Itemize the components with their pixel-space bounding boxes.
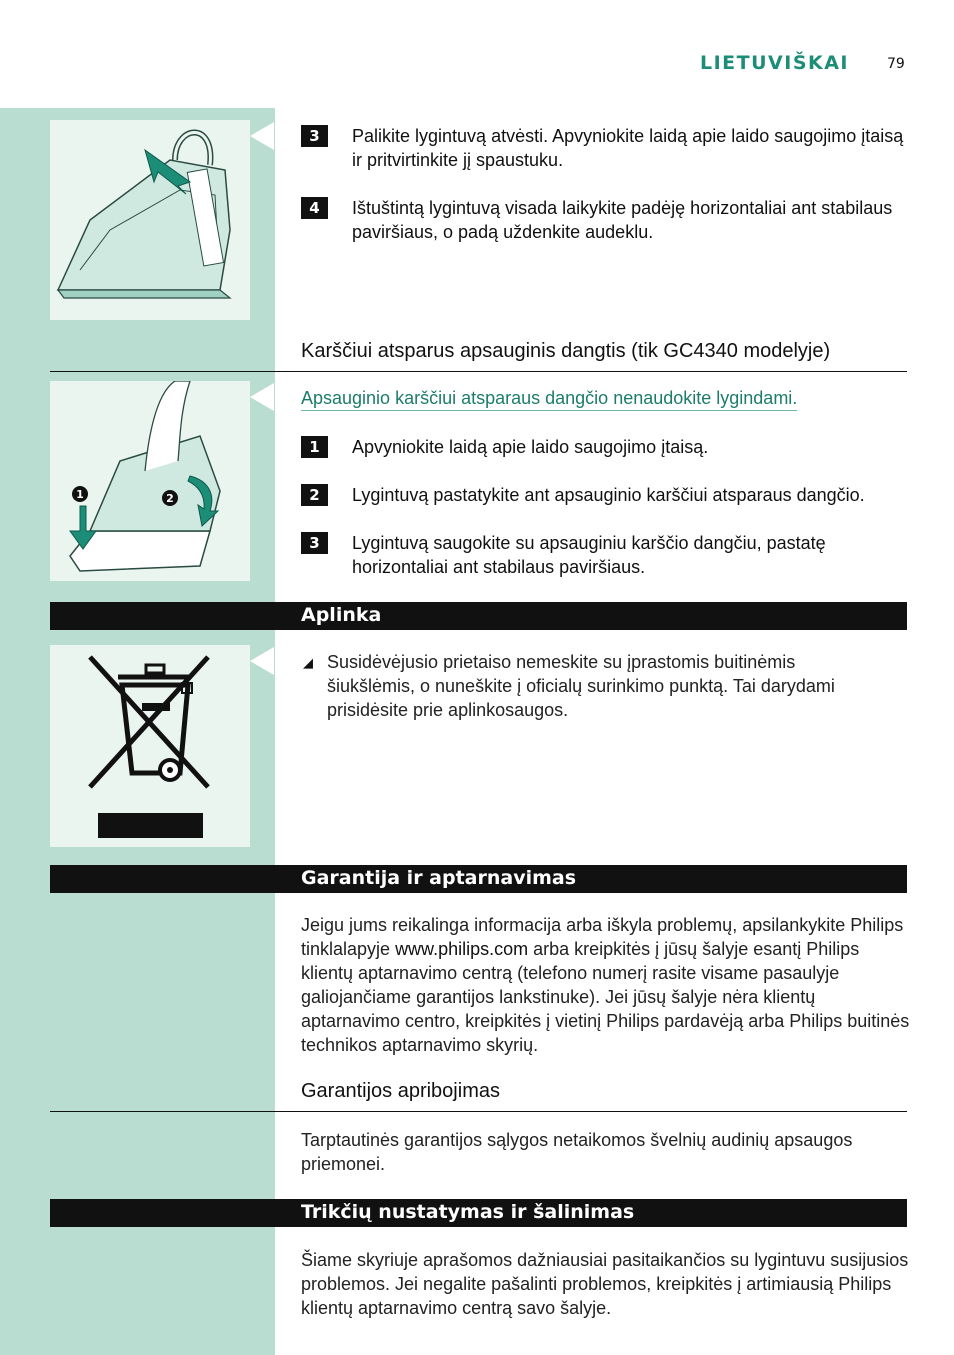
- section-title: Garantija ir aptarnavimas: [301, 867, 577, 889]
- troubleshooting-text: Šiame skyriuje aprašomos dažniausiai pasitaikančios su lygintuvu susijusios problemos. Jei negalite pašalinti problemos, kreipkitės į artimiausią Philips klientų aptarnavimo centrą savo šalyje.: [301, 1250, 909, 1318]
- warranty-text-start: Jeigu jums reikalinga informacija arba iškyla problemų, apsilankykite Philips tinklalapyje: [301, 915, 904, 959]
- section-bar-environment: [50, 602, 907, 630]
- image-tab-arrow: [250, 383, 274, 411]
- crossed-bin-icon: [50, 645, 250, 847]
- step-number: 1: [301, 436, 328, 458]
- step-text: Lygintuvą saugokite su apsauginiu karščio dangčiu, pastatę horizontaliai ant stabilaus paviršiaus.: [352, 533, 826, 577]
- recycle-bin-illustration: [50, 645, 250, 847]
- section-bar-troubleshooting: [50, 1199, 907, 1227]
- image-tab-arrow: [250, 122, 274, 150]
- step-text: Palikite lygintuvą atvėsti. Apvyniokite laidą apie laido saugojimo įtaisą ir pritvirtinkite jį spaustuku.: [352, 126, 904, 170]
- step-number: 2: [301, 484, 328, 506]
- section-title: Trikčių nustatymas ir šalinimas: [301, 1201, 635, 1223]
- section-rule: [50, 371, 907, 372]
- step-number: 4: [301, 197, 328, 219]
- iron-cord-storage-illustration: [50, 120, 250, 320]
- section-bar-warranty: [50, 865, 907, 893]
- section-rule: [50, 1111, 907, 1112]
- step-number: 3: [301, 532, 328, 554]
- environment-text: Susidėvėjusio prietaiso nemeskite su įprastomis buitinėmis šiukšlėmis, o nuneškite į oficialų surinkimo punktą. Tai darydami prisidėsite prie aplinkosaugos.: [327, 652, 835, 720]
- warranty-paragraph: [301, 913, 916, 1057]
- step-text: Apvyniokite laidą apie laido saugojimo įtaisą.: [352, 437, 709, 457]
- section-title: Aplinka: [301, 604, 382, 626]
- language-header: LIETUVIŠKAI: [700, 52, 849, 74]
- step-number: 3: [301, 125, 328, 147]
- step-text: Ištuštintą lygintuvą visada laikykite padėję horizontaliai ant stabilaus paviršiaus, o padą uždenkite audeklu.: [352, 198, 893, 242]
- page-number: 79: [887, 56, 905, 72]
- image-tab-arrow: [250, 647, 274, 675]
- caution-note: Apsauginio karščiui atsparaus dangčio nenaudokite lygindami.: [301, 388, 797, 411]
- warranty-limitation-text: Tarptautinės garantijos sąlygos netaikomos švelnių audinių apsaugos priemonei.: [301, 1130, 853, 1174]
- subsection-title: Garantijos apribojimas: [301, 1080, 500, 1102]
- bullet-icon: ◢: [303, 656, 313, 671]
- iron-heat-cover-illustration: [50, 381, 250, 581]
- figure-label: 2: [166, 492, 174, 505]
- iron-on-cover-icon: [50, 381, 250, 581]
- section-title: Karščiui atsparus apsauginis dangtis (tik GC4340 modelyje): [301, 340, 831, 362]
- figure-label: 1: [76, 488, 84, 501]
- iron-icon: [50, 120, 250, 320]
- philips-website-link[interactable]: www.philips.com: [395, 939, 529, 959]
- step-text: Lygintuvą pastatykite ant apsauginio karščiui atsparaus dangčio.: [352, 485, 865, 505]
- warranty-text-end: arba kreipkitės į jūsų šalyje esantį Philips klientų aptarnavimo centrą (telefono numerį rasite visame pasaulyje galiojančiame garantijos lankstinuke). Jei jūsų šalyje nėra klientų aptarnavimo centro, kreipkitės į vietinį Philips pardavėją arba Philips buitinės technikos aptarnavimo skyrių.: [301, 939, 910, 1055]
